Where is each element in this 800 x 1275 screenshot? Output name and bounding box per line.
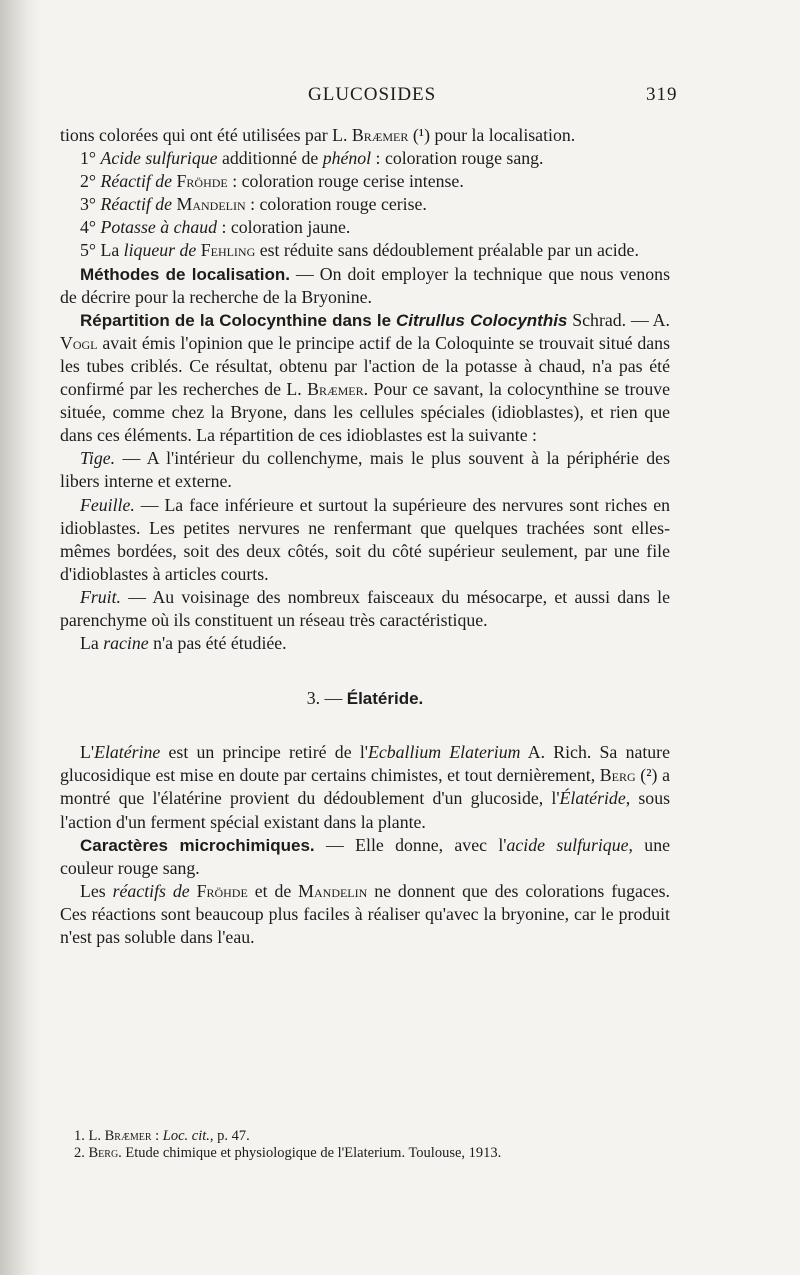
list-item: 1° Acide sulfurique additionné de phénol : coloration rouge sang. [80,148,544,169]
paragraph-continuation: tions colorées qui ont été utilisées par L. Bræmer (¹) pour la localisation. [60,125,576,145]
body-text [60,124,670,949]
paragraph-reactifs: Les réactifs de Fröhde et de Mandelin ne donnent que des colorations fugaces. Ces réactions sont beaucoup plus faciles à réaliser qu'avec la bryonine, car le produit n'est pas soluble dans l'eau. [60,880,671,947]
list-item: 2° Réactif de Fröhde : coloration rouge cerise intense. [80,171,464,192]
section-heading: Répartition de la Colocynthine dans le [80,310,392,330]
page-gutter-shadow [0,0,40,1275]
paragraph-caracteres: Caractères microchimiques. — Elle donne, avec l'acide sulfurique, une couleur rouge sang. [60,834,670,878]
section-heading: Méthodes de localisation. [80,264,290,284]
list-item: 3° Réactif de Mandelin : coloration rouge cerise. [80,194,427,215]
section-title: 3. — Élatéride. [306,688,424,709]
list-item: 4° Potasse à chaud : coloration jaune. [80,217,351,238]
paragraph-elaterine: L'Elatérine est un principe retiré de l'Ecballium Elaterium A. Rich. Sa nature glucosidique est mise en doute par certains chimistes, et tout dernièrement, Berg (²) a montré que l'élatérine provient du dédoublement d'un glucoside, l'Élatéride, sous l'action d'un ferment spécial existant dans la plante. [60,742,671,832]
section-heading: Caractères microchimiques. [80,835,315,855]
paragraph-fruit: Fruit. — Au voisinage des nombreux faisceaux du mésocarpe, et aussi dans le parenchyme où ils constituent un réseau très caractéristique. [60,586,670,630]
footnote: 2. Berg. Etude chimique et physiologique de l'Elaterium. Toulouse, 1913. [74,1145,502,1161]
footnotes [74,1128,654,1162]
paragraph-tige: Tige. — A l'intérieur du collenchyme, mais le plus souvent à la périphérie des libers interne et externe. [60,448,670,492]
paragraph-repartition: Répartition de la Colocynthine dans le Citrullus Colocynthis Schrad. — A. Vogl avait émis l'opinion que le principe actif de la Coloquinte se trouvait situé dans les tubes criblés. Ce résultat, obtenu par l'action de la potasse à chaud, n'a pas été confirmé par les recherches de L. Bræmer. Pour ce savant, la colocynthine se trouve située, comme chez la Bryone, dans les cellules spéciales (idioblastes), et rien que dans ces éléments. La répartition de ces idioblastes est la suivante : [60,309,670,446]
page-number: 319 [646,84,678,105]
running-title: GLUCOSIDES [308,84,437,105]
paragraph-feuille: Feuille. — La face inférieure et surtout la supérieure des nervures sont riches en idioblastes. Les petites nervures ne renfermant que quelques trachées sont elles-mêmes bordées, soit des deux côtés, soit du côté supérieur seulement, par une file d'idioblastes à articles courts. [60,494,670,584]
list-item: 5° La liqueur de Fehling est réduite sans dédoublement préalable par un acide. [80,240,639,261]
paragraph-methodes: Méthodes de localisation. — On doit employer la technique que nous venons de décrire pour la recherche de la Bryonine. [60,263,670,307]
paragraph-racine: La racine n'a pas été étudiée. [80,633,287,654]
footnote: 1. L. Bræmer : Loc. cit., p. 47. [74,1128,250,1144]
